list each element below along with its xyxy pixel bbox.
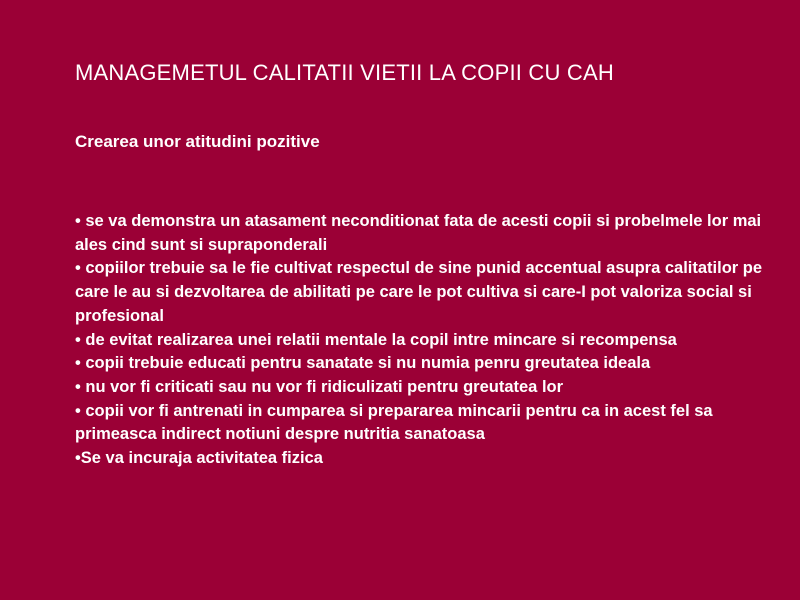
bullet-item: • nu vor fi criticati sau nu vor fi ridiculizati pentru greutatea lor — [75, 377, 564, 396]
bullet-list — [75, 210, 765, 471]
bullet-item: • copiilor trebuie sa le fie cultivat respectul de sine punid accentual asupra calitatilor pe care le au si dezvoltarea de abilitati pe care le pot cultiva si care-I pot valoriza social si profesional — [75, 259, 763, 325]
bullet-item: • de evitat realizarea unei relatii mentale la copil intre mincare si recompensa — [75, 330, 677, 349]
bullet-item: • copii vor fi antrenati in cumparea si prepararea mincarii pentru ca in acest fel sa primeasca indirect notiuni despre nutritia sanatoasa — [75, 401, 713, 444]
bullet-item: • copii trebuie educati pentru sanatate si nu numia penru greutatea ideala — [75, 354, 651, 373]
bullet-item: • se va demonstra un atasament neconditionat fata de acesti copii si probelmele lor mai ales cind sunt si supraponderali — [75, 212, 762, 254]
slide-subtitle: Crearea unor atitudini pozitive — [75, 132, 320, 151]
bullet-item: •Se va incuraja activitatea fizica — [75, 449, 323, 468]
slide-title: MANAGEMETUL CALITATII VIETII LA COPII CU CAH — [75, 60, 614, 85]
